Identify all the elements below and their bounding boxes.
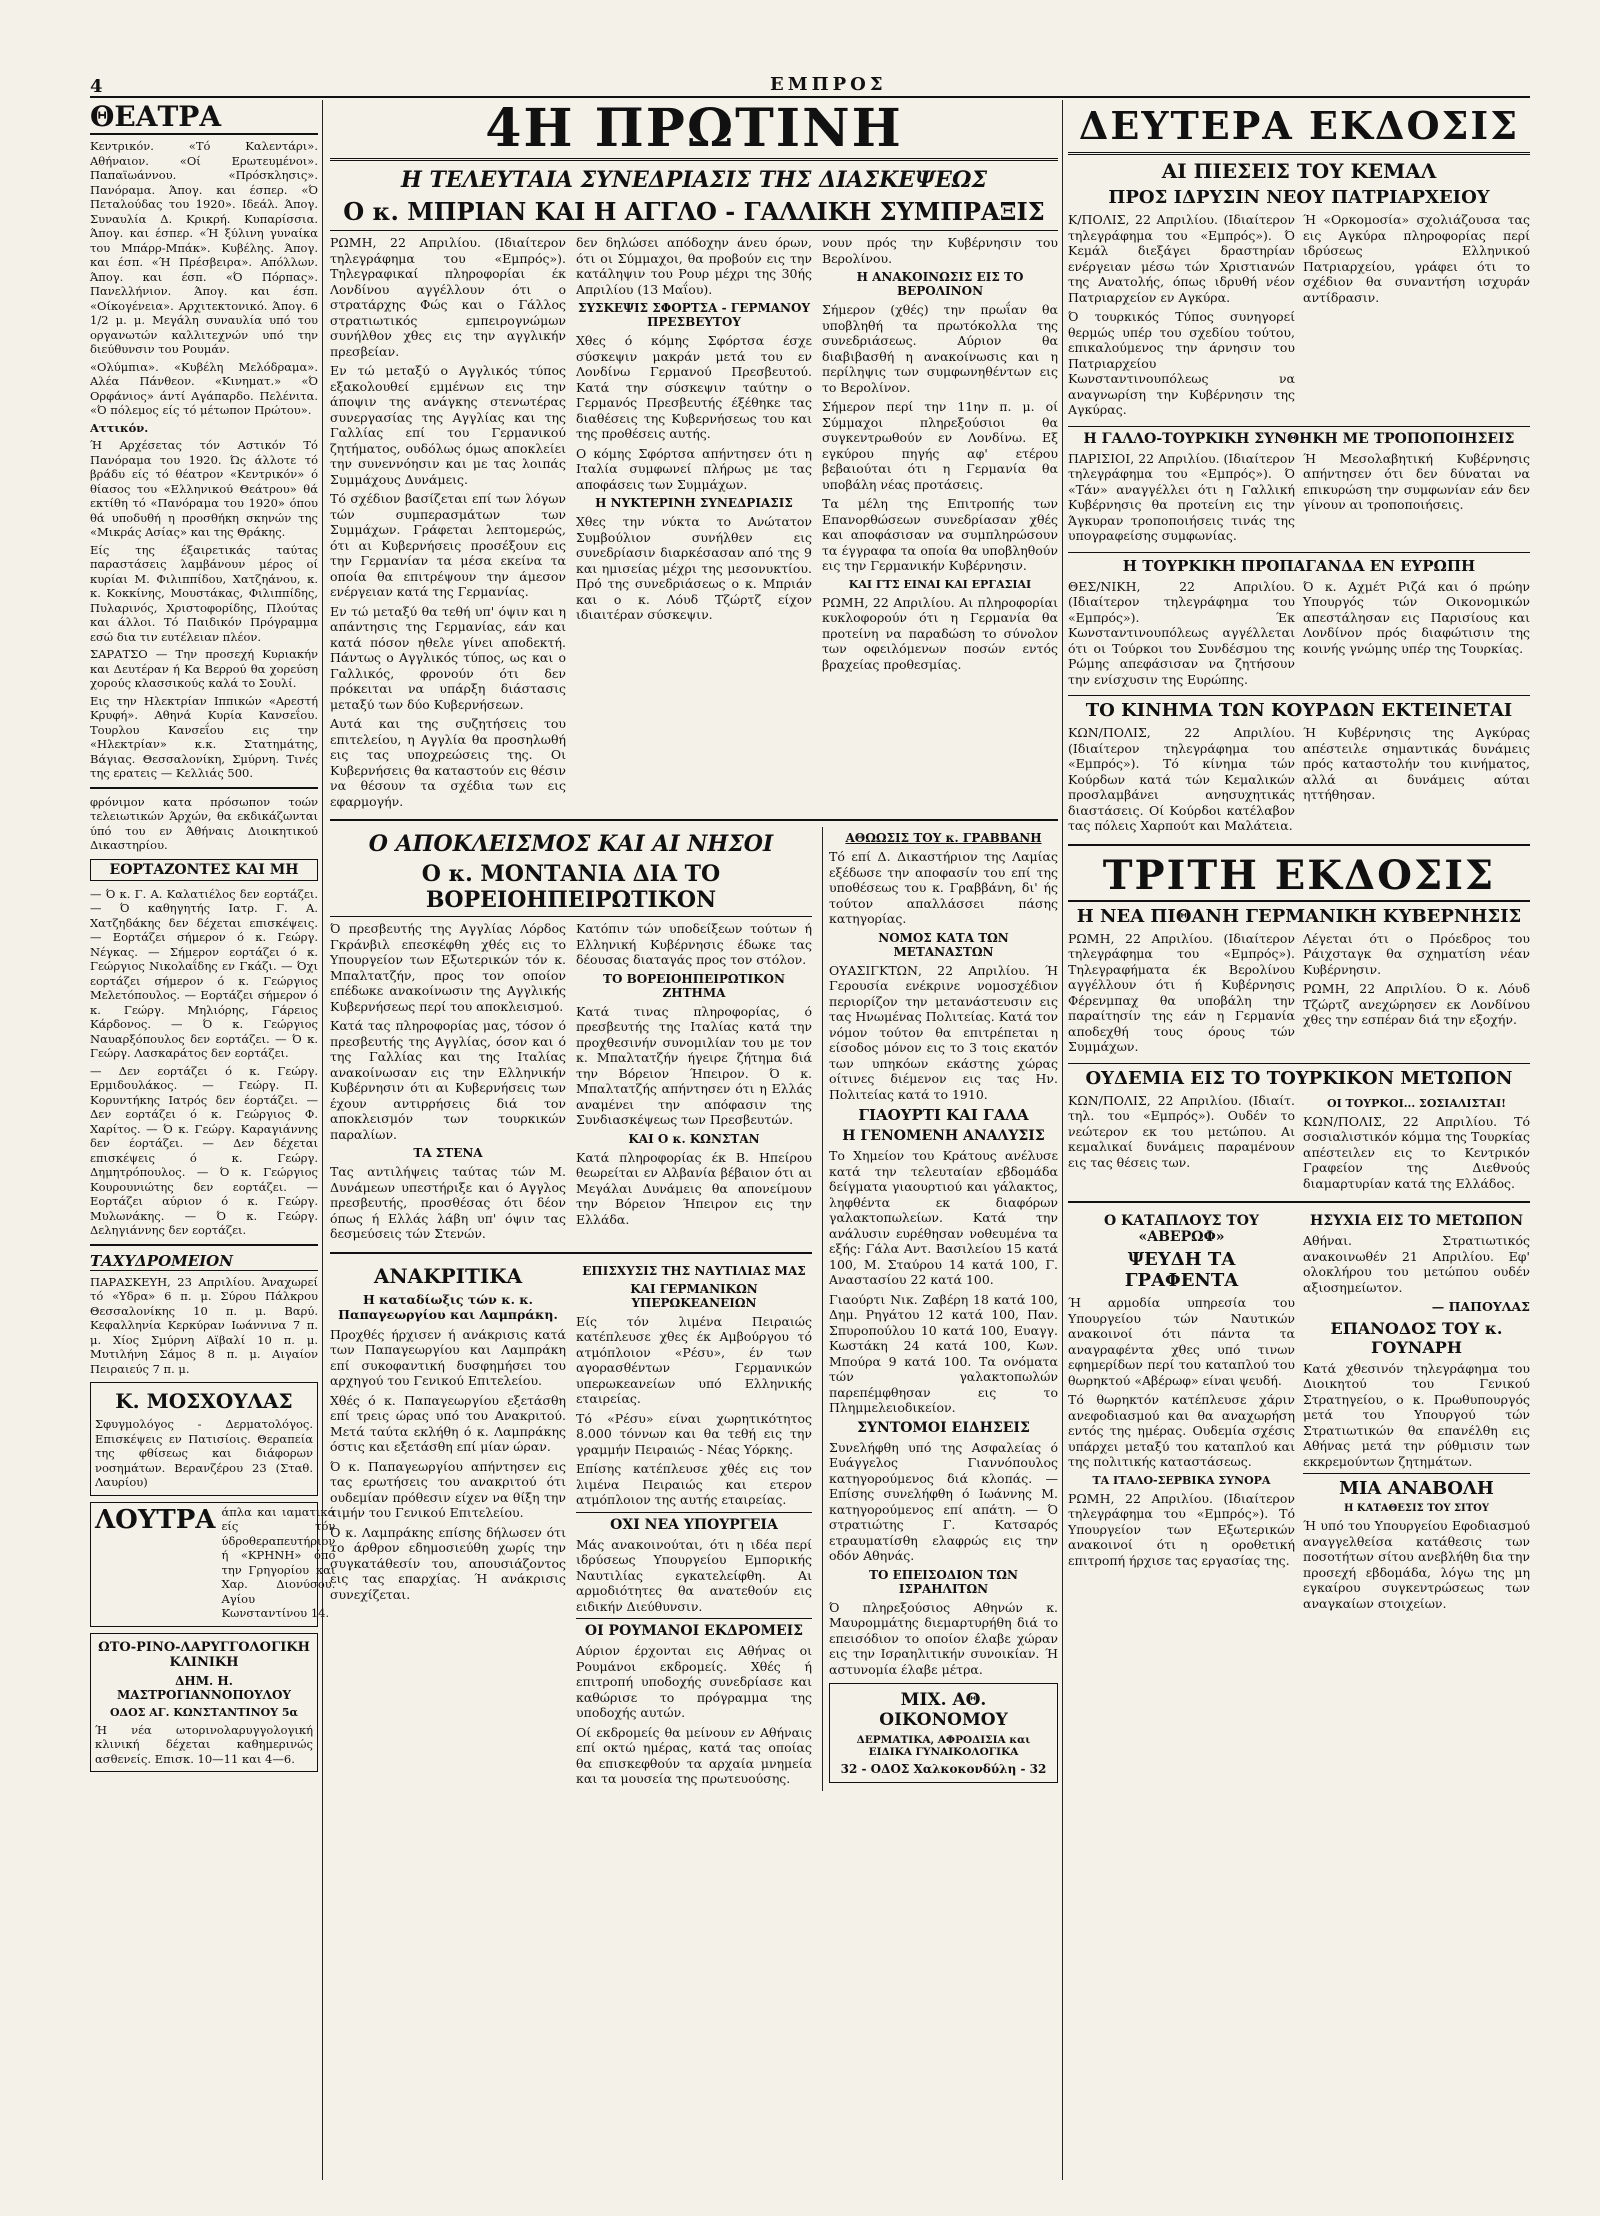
article-text: ΘΕΣ/ΝΙΚΗ, 22 Απριλίου. (Ιδιαίτερον τηλεγράφημα του «Εμπρός»). Έκ Κωνσταντινουπόλεως αγγέλλεται ότι οι Τούρκοι του Συνδέσμου της Ρώμης απεφάσισαν να ζητήσουν την ενίσχυσιν της Ευρώπης. [1068, 578, 1295, 687]
article-text: Τό σχέδιον βασίζεται επί των λόγων τών συμπερασμάτων των Συμμάχων. Γράφεται λεπτομερώς, ότι αι Κυβερνήσεις προσέξουν εις την Γερμανίαν τα μέσα εκείνα τα οποία θα επιτρέψουν την άμεσον ενέργειαν κατά της Γερμανίας. [330, 491, 566, 599]
section-heading: Η ΝΥΚΤΕΡΙΝΗ ΣΥΝΕΔΡΙΑΣΙΣ [595, 496, 793, 510]
article-text: Αύριον έρχονται εις Αθήνας οι Ρουμάνοι εκδρομείς. Χθές ή επιτροπή υποδοχής συνεδρίασε και καθώρισε το πρόγραμμα της υποδοχής αυτών. [576, 1643, 812, 1720]
german-government-headline: Η ΝΕΑ ΠΙΘΑΝΗ ΓΕΡΜΑΝΙΚΗ ΚΥΒΕΡΝΗΣΙΣ [1076, 905, 1522, 927]
article-text: νουν πρός την Κυβέρνησιν του Βερολίνου. [822, 235, 1058, 266]
anakritika-headline: ΑΝΑΚΡΙΤΙΚΑ [373, 1263, 523, 1288]
article-text: ΚΩΝ/ΠΟΛΙΣ, 22 Απριλίου. Τό σοσιαλιστικόν κόμμα της Τουρκίας απέστειλεν εις το Κεντρικόν Γραφείον της Διεθνούς διαμαρτυρίαν κατά της Ελλάδος. [1303, 1113, 1530, 1191]
section-heading: ΣΥΣΚΕΨΙΣ ΣΦΟΡΤΣΑ - ΓΕΡΜΑΝΟΥ ΠΡΕΣΒΕΥΤΟΥ [577, 301, 811, 329]
theatre-listing: Κεντρικόν. «Τό Καλεντάρι». Αθήναιον. «Οί Ερωτευμένοι». Παπαϊωάννου. «Πρόσκλησις». Πανόραμα. Άπογ. και έσπερ. «Ό Πεταλούδας του 1920». Ιδεάλ. Άπογ. Συναυλία Δ. Κρικρή. Κυπαρίσσια. Άπογ. και έσπερ. «Ή ξύλινη γυναίκα του Μπάρρ-Μπάκ». Κυβέλης. Άπογ. και έσπ. «Ή Πρέσβειρα». Απόλλων. Άπογ. και έσπ. «Ό Πόρπας». Πανελλήνιον. Άπογ. και έσπ. «Οίκογένεια». Αρχιτεκτονικό. Άπογ. 6 1/2 μ. μ. Μεγάλη συναυλία υπό του οργανωτών καλλιτεχνών υπό την διεύθυνσιν του Ρουμάν. [90, 139, 318, 356]
article-text: Ή «Ορκομοσία» σχολιάζουσα τας εις Αγκύρα πληροφορίας περί ιδρύσεως Ελληνικού Πατριαρχείου, γράφει ότι το σχέδιον θα συναντήση ισχυράν αντίδρασιν. [1303, 212, 1530, 305]
yogurt-headline: ΓΙΑΟΥΡΤΙ ΚΑΙ ΓΑΛΑ [858, 1106, 1029, 1124]
article-text: Κατά τας πληροφορίας μας, τόσον ό πρεσβευτής της Αγγλίας, όσον και ό της Γαλλίας και της Ιταλίας ανακοίνωσαν εις την Ελληνικήν Κυβέρνησιν ότι αι Κυβερνήσεις των έχουν αντιρρήσεις διά τον αποκλεισμόν των τουρκικών παραλίων. [330, 1018, 566, 1142]
article-text: Τα μέλη της Επιτροπής των Επανορθώσεων συνεδρίασαν χθές και αποφάσισαν να συμπληρώσουν τα έγγραφα τα οποία θα υποβληθούν εις την Γερμανικήν Κυβέρνησιν. [822, 496, 1058, 573]
theatre-listing-2: «Ολύμπια». «Κυβέλη Μελόδραμα». Αλέα Πάνθεον. «Κινηματ.» «Ό Ορφάνιος» άντί Αγάπαρδο. Πελένιτα. «Ό πόλεμος είς τό μέτωπον Πρώτου». [90, 359, 318, 417]
post-text: ΠΑΡΑΣΚΕΥΗ, 23 Απριλίου. Άναχωρεί τό «Υδρα» 6 π. μ. Σύρου Πάλκρου Θεσσαλονίκης 10 π. μ. Βαρύ. Κεφαλληνία Κερκύραν Ιωάννινα 7 π. μ. Χίος Σμύρνη Αϊβαλί 10 π. μ. Μυτιλήνη Σάμος 8 π. μ. Αιγαίον Πειραιεύς 7 π. μ. [90, 1274, 318, 1376]
article-text: Ό τουρκικός Τύπος συνηγορεί θερμώς υπέρ του σχεδίου τούτου, επικαλούμενος την άρνησιν του Πατριαρχείου Κωνσταντινουπόλεως να αναγνωρίση την Κυβέρνησιν της Αγκύρας. [1068, 309, 1295, 417]
averof-subheadline: ΨΕΥΔΗ ΤΑ ΓΡΑΦΕΝΤΑ [1124, 1249, 1239, 1291]
article-text: δεν δηλώσει απόδοχην άνευ όρων, ότι οι Σύμμαχοι, θα προβούν εις την κατάληψιν του Ρουρ μέχρι της 30ής Απριλίου (13 Μαΐου). [576, 235, 812, 297]
no-ministries-headline: ΟΧΙ ΝΕΑ ΥΠΟΥΡΓΕΙΑ [610, 1516, 778, 1533]
shipping-headline: ΕΠΙΣΧΥΣΙΣ ΤΗΣ ΝΑΥΤΙΛΙΑΣ ΜΑΣ [582, 1263, 806, 1278]
quiet-front-headline: ΗΣΥΧΙΑ ΕΙΣ ΤΟ ΜΕΤΩΠΟΝ [1309, 1213, 1523, 1229]
kemal-subheadline: ΠΡΟΣ ΙΔΡΥΣΙΝ ΝΕΟΥ ΠΑΤΡΙΑΡΧΕΙΟΥ [1108, 187, 1490, 208]
article-text: ΚΩΝ/ΠΟΛΙΣ, 22 Απριλίου. (Ιδιαίτερον τηλεγράφημα του «Εμπρός»). Τό κίνημα τών Κούρδων κατά τών Κεμαλικών προσλαμβάνει ανησυχητικάς διαστάσεις. Οί Κούρδοι κατέλαβον τας πόλεις Χαρπούτ και Μαλάτεια. [1068, 725, 1295, 833]
article-text: Γιαούρτι Νικ. Ζαβέρη 18 κατά 100, Δημ. Ρηγάτου 12 κατά 100, Παν. Σπυροπούλου 10 κατά 100, Ευαγγ. Κωστάκη 24 κατά 100, Κων. Μπούρα 9 κατά 100. Τα ονόματα τών γαλακτοπωλών παρεπέμφθησαν εις το Πλημμελειοδικείον. [829, 1291, 1058, 1415]
post-heading: ΤΑΧΥΔΡΟΜΕΙΟΝ [90, 1252, 318, 1271]
article-text: Μάς ανακοινούται, ότι η ιδέα περί ιδρύσεως Υπουργείου Εμπορικής Ναυτιλίας εγκατελείφθη. Αι αρμοδιότητες θα ανατεθούν εις ειδικήν Διεύθυνσιν. [576, 1536, 812, 1614]
article-text: Ό πρεσβευτής της Αγγλίας Λόρδος Γκράνβιλ επεσκέφθη χθές εις το Υπουργείον των Εξωτερικών τόν κ. Μπαλτατζήν, προς τον οποίον επέδωκε ανακοίνωσιν της Αγγλικής Κυβερνήσεως περί του αποκλεισμού. [330, 921, 566, 1014]
postponement-headline: ΜΙΑ ΑΝΑΒΟΛΗ [1339, 1478, 1494, 1499]
gravani-headline: ΑΘΩΩΣΙΣ ΤΟΥ κ. ΓΡΑΒΒΑΝΗ [845, 831, 1042, 845]
gounaris-headline: ΕΠΑΝΟΔΟΣ ΤΟΥ κ. ΓΟΥΝΑΡΗ [1330, 1318, 1503, 1357]
incident-headline: ΤΟ ΕΠΕΙΣΟΔΙΟΝ ΤΩΝ ΙΣΡΑΗΛΙΤΩΝ [869, 1567, 1018, 1596]
article-text: Ό κ. Λαμπράκης επίσης δήλωσεν ότι το άρθρον εδημοσιεύθη χωρίς την συγκατάθεσίν του, απουσιάζοντος εις τας επαρχίας. Ή ανάκρισις συνεχίζεται. [330, 1524, 566, 1602]
article-text: Εν τώ μεταξύ ο Αγγλικός τύπος εξακολουθεί εμμένων εις την άποψιν της ανάγκης στενωτέρας συνεργασίας της Αγγλίας και της Γαλλίας επί του Γερμανικού ζητήματος, ουδόλως όμως αποκλείει την συνεννόησιν και με τας λοιπάς Συμμάχους Δυνάμεις. [330, 363, 566, 487]
postponement-subheadline: Η ΚΑΤΑΘΕΣΙΣ ΤΟΥ ΣΙΤΟΥ [1343, 1503, 1490, 1514]
article-text: Αθήναι. Στρατιωτικός ανακοινωθέν 21 Απριλίου. Εφ' ολοκλήρου του μετώπου ουδέν αξιοσημείωτον. [1303, 1233, 1530, 1295]
theatre-listing-3: Είς της έξαιρετικάς ταύτας παραστάσεις λαμβάνουν μέρος οί κυρίαι Μ. Φιλιππίδου, Χατζηάνου, κ. κ. Κοκκίνης, Μουστάκας, Φιλιππίδης, Πυλαρινός, Χριστοφορίδης, Πλούτας και άλλοι. Τό Παιδικόν Πρόγραμμα εσώ δια τιν ευτέλειαν πλέον. [90, 542, 318, 644]
column-right [1068, 100, 1530, 2180]
ad-loutra-text: άπλα και ιαματικά είς τόν ύδροθεραπευτήριον ή «ΚΡΗΝΗ» όπό την Γρηγορίου και Χαρ. Διονύσου. Αγίου Κωνσταντίνου 14. [221, 1504, 336, 1620]
article-text: Τας αντιλήψεις ταύτας τών Μ. Δυνάμεων υπεστήριξε και ό Αγγλος πρεσβευτής, προσθέσας ότι δέον όπως ή Ελλάς λάβη υπ' όψιν τας δεσμεύσεις τών Στενών. [330, 1164, 566, 1241]
article-text: Χθες την νύκτα το Ανώτατον Συμβούλιον συνήλθεν εις συνεδρίασιν διαρκέσασαν από της 9 και ημισείας μέχρι της μεσονυκτίου. Πρό της συνεδριάσεως ο κ. Μπριάν και ο κ. Λόυδ Τζώρτζ είχον ιδιαιτέραν σύσκεψιν. [576, 514, 812, 622]
running-header [90, 74, 1530, 98]
signature: — ΠΑΠΟΥΛΑΣ [1431, 1299, 1530, 1314]
ad-oikonomou-subtitle: ΔΕΡΜΑΤΙΚΑ, ΑΦΡΟΔΙΣΙΑ και ΕΙΔΙΚΑ ΓΥΝΑΙΚΟΛΟΓΙΚΑ [856, 1734, 1031, 1758]
section-heading: Η ΑΝΑΚΟΙΝΩΣΙΣ ΕΙΣ ΤΟ ΒΕΡΟΛΙΝΟΝ [856, 270, 1024, 298]
brief-news-headline: ΣΥΝΤΟΜΟΙ ΕΙΔΗΣΕΙΣ [857, 1419, 1030, 1436]
theatre-heading: ΘΕΑΤΡΑ [90, 100, 318, 135]
turkish-front-headline: ΟΥΔΕΜΙΑ ΕΙΣ ΤΟ ΤΟΥΡΚΙΚΟΝ ΜΕΤΩΠΟΝ [1085, 1067, 1513, 1089]
article-text: Χθές ό κ. Παπαγεωργίου εξετάσθη επί τρεις ώρας υπό του Ανακριτού. Μετά ταύτα εκλήθη ό κ. Λαμπράκης όστις και εξετάσθη επί μίαν ώραν. [330, 1392, 566, 1454]
article-text: Τό επί Δ. Δικαστήριον της Λαμίας εξέδωσε την αποφασίν του επί της υποθέσεως του κ. Γραββάνη, δι' ής τούτον απαλλάσσει πάσης κατηγορίας. [829, 849, 1058, 926]
article-text: Κατά τινας πληροφορίας, ό πρεσβευτής της Ιταλίας κατά την προχθεσινήν συνομιλίαν του με τον κ. Μπαλτατζήν ήγειρε ζήτημα διά την Βόρειον Ήπειρον. Ό κ. Μπαλτατζής απήντησεν ότι η Ελλάς αναμένει την απόφασιν της Συνδιασκέψεως των Πρεσβευτών. [576, 1003, 812, 1127]
section-heading: ΚΑΙ ΓΤΣ ΕΙΝΑΙ ΚΑΙ ΕΡΓΑΣΙΑΙ [848, 577, 1032, 591]
attikon-heading: Αττικόν. [90, 420, 149, 435]
ad-oikonomou-title: ΜΙΧ. ΑΘ. ΟΙΚΟΝΟΜΟΥ [879, 1690, 1008, 1730]
attikon-text: Ή Αρχέσετας τόν Αστικόν Τό Πανόραμα του 1920. Ώς άλλοτε τό βράδυ είς τό θέατρον «Κεντρικόν» ό θίασος του «Ελληνικού Θεάτρου» θά εκτίθη τό «Πανόραμα του 1920» όπου θά υποδυθή η προσθήκη σκηνών της «Μικράς Ασίας» και της Θράκης. [90, 438, 318, 539]
banner-third-edition: ΤΡΙΤΗ ΕΚΔΟΣΙΣ [1068, 852, 1530, 902]
feast-text: — Ό κ. Γ. Α. Καλατιέλος δεν εορτάζει. — Ό καθηγητής Ιατρ. Γ. Α. Χατζηδάκης δεν δέχεται επισκέψεις. — Εορτάζει σήμερον ό κ. Γεώργ. Νέγκας. — Σήμερον εορτάζει ό κ. Γεώργιος Νικολαΐδης εν Γκάζι. — Όχι εορτάζει σήμερον ό κ. Γεώργιος Μελετόπουλος. — Εορτάζει σήμερον ό κ. Γεώργ. Μηλιόρης, Γάρειος Κάρδονος. — Ό κ. Γεώργιος Ναυαρξόπουλος δεν εορτάζει. — Ό κ. Γεώργ. Λασκαράτος δεν εορτάζει. [90, 886, 318, 1060]
article-text: ΡΩΜΗ, 22 Απριλίου. (Ιδιαίτερον τηλεγράφημα του «Εμπρός»). Τηλεγραφικαί πληροφορίαι έκ Λονδίνου αγγέλλουν ότι ο στρατάρχης Φώς και ο Γάλλος στρατιωτικός εμπειρογνώμων συνήλθον χθες εις την αγγλικήν πρεσβείαν. [330, 235, 566, 359]
article-text: Κατά χθεσινόν τηλεγράφημα του Διοικητού του Γενικού Στρατηγείου, ο κ. Πρωθυπουργός μετά του Υπουργού τών Στρατιωτικών θα επανέλθη εις Αθήνας μετά την ρύθμισιν των εκκρεμούντων ζητημάτων. [1303, 1360, 1530, 1469]
section-heading: ΤΟ ΒΟΡΕΙΟΗΠΕΙΡΩΤΙΚΟΝ ΖΗΤΗΜΑ [603, 971, 785, 1000]
anakritika-subheadline: Η καταδίωξις τών κ. κ. Παπαγεωργίου και Λαμπράκη. [338, 1291, 558, 1322]
article-text: ΡΩΜΗ, 22 Απριλίου. (Ιδιαίτερον τηλεγράφημα του «Εμπρός»). Τό Υπουργείον των Εξωτερικών ανακοινοί ότι η οροθετική επιτροπή ήρχισε τας εργασίας της. [1068, 1490, 1295, 1568]
banner-fourth-morning: 4Η ΠΡΩΤΙΝΗ [330, 100, 1058, 161]
ad-clinic-name: ΔΗΜ. Η. ΜΑΣΤΡΟΓΙΑΝΝΟΠΟΥΛΟΥ [117, 1673, 291, 1702]
article-text: Κατά πληροφορίας έκ Β. Ηπείρου θεωρείται εν Αλβανία βέβαιον ότι αι Μεγάλαι Δυνάμεις θα απονείμουν την Βόρειον Ήπειρον εις την Ελλάδα. [576, 1149, 812, 1227]
article-text: Το Χημείον του Κράτους ανέλυσε κατά την τελευταίαν εβδομάδα δείγματα γιαουρτιού και γάλακτος, ληφθέντα εκ διαφόρων γαλακτοπωλείων. Κατά την ανάλυσιν ευρέθησαν νοθευμένα τα εξής: Γάλα Αντ. Βασιλείου 15 κατά 100, Μ. Σταύρου 14 κατά 100, Γ. Αναστασίου 22 κατά 100. [829, 1148, 1058, 1287]
ad-clinic-title: ΩΤΟ-ΡΙΝΟ-ΛΑΡΥΓΓΟΛΟΓΙΚΗ ΚΛΙΝΙΚΗ [98, 1639, 310, 1670]
main-headline: Η ΤΕΛΕΥΤΑΙΑ ΣΥΝΕΔΡΙΑΣΙΣ ΤΗΣ ΔΙΑΣΚΕΨΕΩΣ [401, 167, 987, 193]
column-center [330, 100, 1058, 2180]
article-text: Τό θωρηκτόν κατέπλευσε χάριν ανεφοδιασμού και θα αναχωρήση εντός της ημέρας. Ουδεμία σχέσις υπάρχει μεταξύ του καταπλού και της πολιτικής καταστάσεως. [1068, 1392, 1295, 1469]
franco-turkish-headline: Η ΓΑΛΛΟ-ΤΟΥΡΚΙΚΗ ΣΥΝΘΗΚΗ ΜΕ ΤΡΟΠΟΠΟΙΗΣΕΙΣ [1083, 430, 1515, 447]
immigration-headline: ΝΟΜΟΣ ΚΑΤΑ ΤΩΝ ΜΕΤΑΝΑΣΤΩΝ [878, 930, 1009, 959]
kemal-headline: ΑΙ ΠΙΕΣΕΙΣ ΤΟΥ ΚΕΜΑΛ [1161, 159, 1437, 183]
banner-second-edition: ΔΕΥΤΕΡΑ ΕΚΔΟΣΙΣ [1068, 100, 1530, 155]
section-heading: ΤΑ ΙΤΑΛΟ-ΣΕΡΒΙΚΑ ΣΥΝΟΡΑ [1092, 1473, 1271, 1487]
romanians-headline: ΟΙ ΡΟΥΜΑΝΟΙ ΕΚΔΡΟΜΕΙΣ [584, 1623, 804, 1639]
saratso-text: ΣΑΡΑΤΣΟ — Την προσεχή Κυριακήν και Δευτέραν ή Κα Βερρού θα χορεύση χορούς κλασσικούς καλά το Σουλί. [90, 647, 318, 690]
article-text: ΟΥΑΣΙΓΚΤΩΝ, 22 Απριλίου. Ή Γερουσία ενέκρινε νομοσχέδιον περιορίζον την μετανάστευσιν εις τας Ηνωμένας Πολιτείας. Κατά τον νόμον τούτον θα επιτρέπεται η είσοδος μόνον εις το 3 τοις εκατόν των υπηκόων εκάστης χώρας οίτινες διέμενον εις τας Ην. Πολιτείας κατά το 1910. [829, 962, 1058, 1102]
ad-clinic-address: ΟΔΟΣ ΑΓ. ΚΩΝΣΤΑΝΤΙΝΟΥ 5α [109, 1705, 299, 1719]
ad-moschoulas-title: Κ. ΜΟΣΧΟΥΛΑΣ [115, 1389, 293, 1413]
article-text: Σήμερον περί την 11ην π. μ. οί Σύμμαχοι πληρεξούσιοι θα συγκεντρωθούν εν Λονδίνω. Εξ εγκύρου πηγής αφ' ετέρου βεβαιούται ότι η Γερμανία θα υποβάλη νέας προτάσεις. [822, 399, 1058, 492]
article-text: Ό πληρεξούσιος Αθηνών κ. Μαυρομμάτης διεμαρτυρήθη διά το επεισόδιον το οποίον έλαβε χώραν εις την Ισραηλιτικήν συνοικίαν. Ή αστυνομία έλαβε μέτρα. [829, 1599, 1058, 1677]
article-text: Ή Κυβέρνησις της Αγκύρας απέστειλε σημαντικάς δυνάμεις πρός καταστολήν του κινήματος, αλλά αι δυνάμεις αύται ηττήθησαν. [1303, 725, 1530, 802]
feast-heading: ΕΟΡΤΑΖΟΝΤΕΣ ΚΑΙ ΜΗ [90, 859, 318, 881]
main-subheadline: Ο κ. ΜΠΡΙΑΝ ΚΑΙ Η ΑΓΓΛΟ - ΓΑΛΛΙΚΗ ΣΥΜΠΡΑΞΙΣ [330, 197, 1058, 231]
article-text: Οί εκδρομείς θα μείνουν εν Αθήναις επί οκτώ ημέρας, κατά τας οποίας θα επισκεφθούν τα αρχαία μνημεία και τα μουσεία της πρωτευούσης. [576, 1724, 812, 1786]
section-heading: ΚΑΙ Ο κ. ΚΩΝΣΤΑΝ [628, 1131, 760, 1146]
article-text: ΡΩΜΗ, 22 Απριλίου. Αι πληροφορίαι κυκλοφορούν ότι η Γερμανία θα προτείνη να παραδώση το σύνολον των οφειλόμενων ποσών εντός βραχείας προθεσμίας. [822, 594, 1058, 672]
article-text: Προχθές ήρχισεν ή ανάκρισις κατά των Παπαγεωργίου και Λαμπράκη επί συκοφαντική δυσφημήσει του αρχηγού του Γενικού Επιτελείου. [330, 1326, 566, 1388]
blockade-headline: Ο ΑΠΟΚΛΕΙΣΜΟΣ ΚΑΙ ΑΙ ΝΗΣΟΙ [368, 831, 774, 857]
article-text: Εν τώ μεταξύ θα τεθή υπ' όψιν και η απάντησις της Γερμανίας, εάν και κατά πόσον ηθελε γίνει αποδεκτή. Πάντως ο Αγγλικός τύπος, ως και ο Γαλλικός, φρονούν ότι δεν πρόκειται να υπάρξη διάστασις μεταξύ των δύο Κυβερνήσεων. [330, 603, 566, 712]
feast-text-2: — Δεν εορτάζει ό κ. Γεώργ. Ερμιδουλάκος. — Γεώργ. Π. Κορυντήκης Ιατρός δεν έορτάζει. — Δεν εορτάζει ό κ. Γεώργιος Φ. Χαρίτος. — Ό κ. Γεώργ. Καραγιάννης δεν έορτάζει. — Δεν δέχεται επισκέψεις ό κ. Γεώργ. Δημητρόπουλος. — Ό κ. Γεώργιος Κουρουνιώτης δεν εορτάζει. — Εορτάζει αύριον ό κ. Γεώργ. Μυλωνάκης. — Ό κ. Γεώργ. Δεληγιάννης δεν εορτάζει. [90, 1063, 318, 1237]
article-text: Σήμερον (χθές) την πρωΐαν θα υποβληθή τα πρωτόκολλα της συνεδριάσεως. Αύριον θα διαβιβασθή η ανακοίνωσις και η περίληψις των συμφωνηθέντων εις το Βερολίνον. [822, 302, 1058, 395]
shipping-subheadline: ΚΑΙ ΓΕΡΜΑΝΙΚΩΝ ΥΠΕΡΩΚΕΑΝΕΙΩΝ [630, 1281, 758, 1310]
article-text: Ή αρμοδία υπηρεσία του Υπουργείου τών Ναυτικών ανακοινοί ότι πάντα τα αναγραφέντα χθες υπό τινων εφημερίδων περί του καταπλού του θωρηκτού «Αβέρωφ» είναι ψευδή. [1068, 1295, 1295, 1388]
article-text: ΡΩΜΗ, 22 Απριλίου. (Ιδιαίτερον τηλεγράφημα του «Εμπρός»). Τηλεγραφήματα έκ Βερολίνου αγγέλλουν ότι ή Κυβέρνησις Φέρενμπαχ θα υποβάλη την παραίτησίν της εάν η Γερμανία αποδεχθή τους όρους τών Συμμάχων. [1068, 930, 1295, 1054]
section-heading: ΤΑ ΣΤΕΝΑ [413, 1146, 483, 1160]
article-text: Είς τόν λιμένα Πειραιώς κατέπλευσε χθες έκ Αμβούργου τό ατμόπλοιον «Ρέσυ», έν των αγορασθέντων Γερμανικών υπερωκεανείων υπό Ελληνικής εταιρείας. [576, 1313, 812, 1406]
turkish-propaganda-headline: Η ΤΟΥΡΚΙΚΗ ΠΡΟΠΑΓΑΝΔΑ ΕΝ ΕΥΡΩΠΗ [1122, 556, 1476, 575]
article-text: Λέγεται ότι ο Πρόεδρος του Ράιχσταγκ θα σχηματίση νέαν Κυβέρνησιν. [1303, 930, 1530, 977]
column-rule [322, 100, 323, 2180]
column-rule [1062, 100, 1063, 2180]
article-text: Ή υπό του Υπουργείου Εφοδιασμού αναγγελθείσα κατάθεσις των ποσοτήτων σίτου ανεβλήθη δια την προσεχή εβδομάδα, λόγω της μη εγκαίρου συγκεντρώσεως των αναγκαίων στοιχείων. [1303, 1518, 1530, 1611]
article-text: Ό κ. Παπαγεωργίου απήντησεν εις τας ερωτήσεις του ανακριτού ότι ουδεμίαν πρόθεσιν είχεν να θίξη την τιμήν του Γενικού Επιτελείου. [330, 1458, 566, 1520]
article-text: Ό κ. Αχμέτ Ριζά και ό πρώην Υπουργός τών Οικονομικών απεστάλησαν εις Παρισίους και Λονδίνον πρός διαφώτισιν της κοινής γνώμης υπέρ της Τουρκίας. [1303, 578, 1530, 656]
page-number: 4 [90, 76, 103, 97]
kurds-headline: ΤΟ ΚΙΝΗΜΑ ΤΩΝ ΚΟΥΡΔΩΝ ΕΚΤΕΙΝΕΤΑΙ [1085, 700, 1513, 721]
averof-headline: Ο ΚΑΤΑΠΛΟΥΣ ΤΟΥ «ΑΒΕΡΩΦ» [1103, 1213, 1260, 1245]
column-left [90, 100, 336, 2180]
paper-name: ΕΜΠΡΟΣ [770, 74, 887, 95]
article-text: ΡΩΜΗ, 22 Απριλίου. Ό κ. Λόυδ Τζώρτζ ανεχώρησεν εκ Λονδίνου χθες την εσπέραν διά την εξοχήν. [1303, 981, 1530, 1027]
blockade-subheadline: Ο κ. ΜΟΝΤΑΝΙΑ ΔΙΑ ΤΟ ΒΟΡΕΙΟΗΠΕΙΡΩΤΙΚΟΝ [330, 861, 812, 917]
article-text: Κατόπιν τών υποδείξεων τούτων ή Ελληνική Κυβέρνησις έδωκε τας δέουσας διαταγάς προς τον στόλον. [576, 921, 812, 967]
article-text: Ο κόμης Σφόρτσα απήντησεν ότι η Ιταλία συμφωνεί πλήρως με τας αποφάσεις των Συμμάχων. [576, 445, 812, 492]
article-text: Συνελήφθη υπό της Ασφαλείας ό Ευάγγελος Γιαννόπουλος κατηγορούμενος διά κλοπάς. — Επίσης συνελήφθη ό Ιωάννης Μ. κατηγορούμενος επί απάτη. — Ό στρατιώτης Γ. Κατσαρός ετραυματίσθη ελαφρώς εις την οδόν Αθηνάς. [829, 1439, 1058, 1563]
article-text: Αυτά και της συζητήσεις του επιτελείου, η Αγγλία θα προσηλωθή εις τας υποχρεώσεις της. Οι Κυβερνήσεις θα καταστούν εις θέσιν να θέσουν τα σχέδια των εις εφαρμογήν. [330, 716, 566, 809]
article-text: Τό «Ρέσυ» είναι χωρητικότητος 8.000 τόννων και θα τεθή εις την γραμμήν Πειραιώς - Νέας Υόρκης. [576, 1410, 812, 1457]
yogurt-subheadline: Η ΓΕΝΟΜΕΝΗ ΑΝΑΛΥΣΙΣ [842, 1128, 1045, 1144]
fragment-text: φρόνιμον κατα πρόσωπον τοών τελειωτικών Άρχών, θα εκδικάζωνται ύπό του εν Άθήναις Διοικητικού Δικαστηρίου. [90, 794, 318, 852]
article-text: Ή Μεσολαβητική Κυβέρνησις απήντησεν ότι δεν δύναται να επικυρώση την συμφωνίαν εάν δεν γίνουν αι τροποποιήσεις. [1303, 450, 1530, 512]
ad-clinic-text: Ή νέα ωτορινολαρυγγολογική κλινική δέχεται καθημερινώς ασθενείς. Επισκ. 10—11 και 4—6. [95, 1722, 313, 1766]
article-text: Χθες ό κόμης Σφόρτσα έσχε σύσκεψιν μακράν μετά του εν Λονδίνω Γερμανού Πρεσβευτού. Κατά την σύσκεψιν ταύτην ο Γερμανός Πρεσβευτής έξέθηκε τας διαθέσεις της Κυβερνήσεως του και της προθέσεις αυτής. [576, 333, 812, 441]
ad-moschoulas-text: Σφυγμολόγος - Δερματολόγος. Επισκέψεις εν Πατισίοις. Θεραπεία της φθίσεως και διάφορων νοσημάτων. Βερανζέρου 23 (Σταθ. Λαυρίου) [95, 1417, 313, 1489]
theatre-listing-4: Εις την Ηλεκτρίαν Ιππικών «Αρεστή Κρυφή». Αθηνά Κυρία Κανσεΐου. Τουρλου Κανσεΐου εις την «Ηλεκτρίαν» κ.κ. Στατημάτης, Βάγιας. Θεσσαλονίκη, Σμύρνη. Τινές της ερατεις — Κελλιάς 500. [90, 693, 318, 780]
article-text: Επίσης κατέπλευσε χθές εις τον λιμένα Πειραιώς και ετερον ατμόπλοιον της αυτής εταιρείας. [576, 1461, 812, 1507]
article-text: ΚΩΝ/ΠΟΛΙΣ, 22 Απριλίου. (Ιδιαίτ. τηλ. του «Εμπρός»). Ουδέν το νεώτερον εκ του μετώπου. Αι κεμαλικαί δυνάμεις παραμένουν εις τας θέσεις των. [1068, 1092, 1295, 1170]
article-text: Κ/ΠΟΛΙΣ, 22 Απριλίου. (Ιδιαίτερον τηλεγράφημα του «Εμπρός»). Ό Κεμάλ διεξάγει δραστηρίαν ενέργειαν μέσω τών Χριστιανών της Ανατολής, όπως ιδρυθή νέον Πατριαρχείον εν Αγκύρα. [1068, 212, 1295, 305]
ad-loutra-title: ΛΟΥΤΡΑ [95, 1504, 216, 1535]
article-text: ΠΑΡΙΣΙΟΙ, 22 Απριλίου. (Ιδιαίτερον τηλεγράφημα του «Εμπρός»). Ό «Τάν» αναγγέλλει ότι η Γαλλική Κυβέρνησις θα προτείνη εις την Άγκυραν τροποποιήσεις τινάς της υπογραφείσης συμφωνίας. [1068, 450, 1295, 543]
ad-oikonomou-address: 32 - ΟΔΟΣ Χαλκοκονδύλη - 32 [840, 1762, 1047, 1776]
section-heading: ΟΙ ΤΟΥΡΚΟΙ... ΣΟΣΙΑΛΙΣΤΑΙ! [1326, 1096, 1507, 1110]
